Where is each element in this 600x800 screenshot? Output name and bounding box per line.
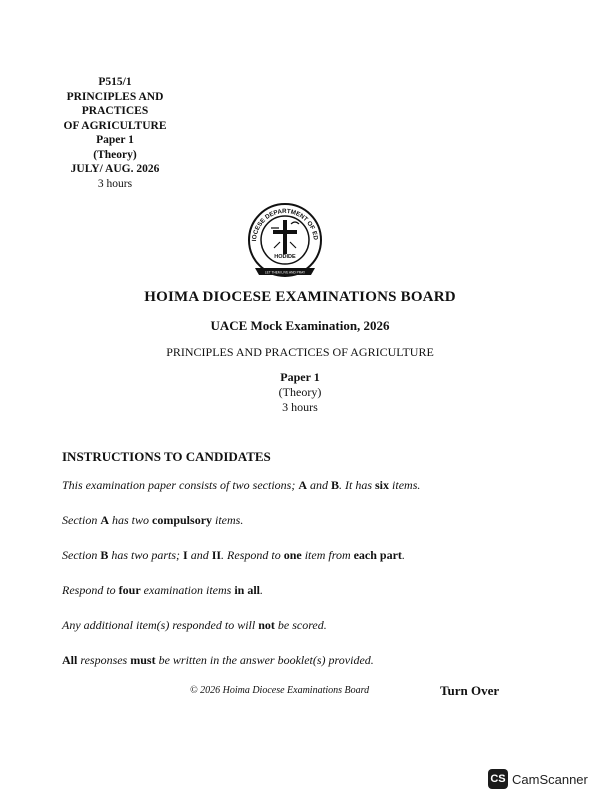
instruction-answer-booklet: All responses must be written in the answer booklet(s) provided. bbox=[62, 653, 374, 667]
exam-duration: 3 hours bbox=[97, 177, 133, 190]
paper-code: P515/1 bbox=[98, 76, 132, 88]
logo-motto: LET THEM LIVE AND PRAY bbox=[264, 270, 306, 275]
duration-title: 3 hours bbox=[282, 400, 318, 414]
exam-date: JULY/ AUG. 2026 bbox=[70, 163, 160, 175]
subject-title: PRINCIPLES AND PRACTICES OF AGRICULTURE bbox=[166, 345, 434, 359]
instruction-sections: This examination paper consists of two sections; A and B. It has six items. bbox=[62, 478, 421, 492]
turn-over-label: Turn Over bbox=[440, 683, 500, 698]
instruction-item-count: Respond to four examination items in all. bbox=[62, 583, 264, 597]
paper-type: (Theory) bbox=[93, 148, 137, 161]
subject-line-2: PRACTICES bbox=[81, 105, 149, 117]
hodide-logo bbox=[243, 198, 327, 282]
instruction-additional-items: Any additional item(s) responded to will not be scored. bbox=[62, 618, 327, 632]
logo-name: HODIDE bbox=[274, 254, 296, 260]
copyright-notice: © 2026 Hoima Diocese Examinations Board bbox=[190, 685, 370, 696]
exam-title: UACE Mock Examination, 2026 bbox=[210, 318, 390, 333]
paper-header-block bbox=[50, 75, 180, 191]
board-title: HOIMA DIOCESE EXAMINATIONS BOARD bbox=[144, 289, 456, 305]
instruction-section-b: Section B has two parts; I and II. Respond to one item from each part. bbox=[62, 548, 405, 562]
paper-type-title: (Theory) bbox=[278, 385, 322, 399]
paper-number: Paper 1 bbox=[96, 134, 134, 146]
paper-title: Paper 1 bbox=[280, 370, 320, 384]
subject-line-3: OF AGRICULTURE bbox=[63, 119, 167, 132]
instruction-section-a: Section A has two compulsory items. bbox=[62, 513, 244, 527]
camscanner-icon: CS bbox=[488, 769, 508, 789]
subject-line-1: PRINCIPLES AND bbox=[66, 90, 164, 103]
logo-ring-text: IOCESE DEPARTMENT OF ED bbox=[251, 207, 319, 242]
camscanner-label: CamScanner bbox=[512, 771, 588, 787]
camscanner-watermark bbox=[488, 768, 588, 790]
instructions-heading: INSTRUCTIONS TO CANDIDATES bbox=[62, 449, 271, 464]
